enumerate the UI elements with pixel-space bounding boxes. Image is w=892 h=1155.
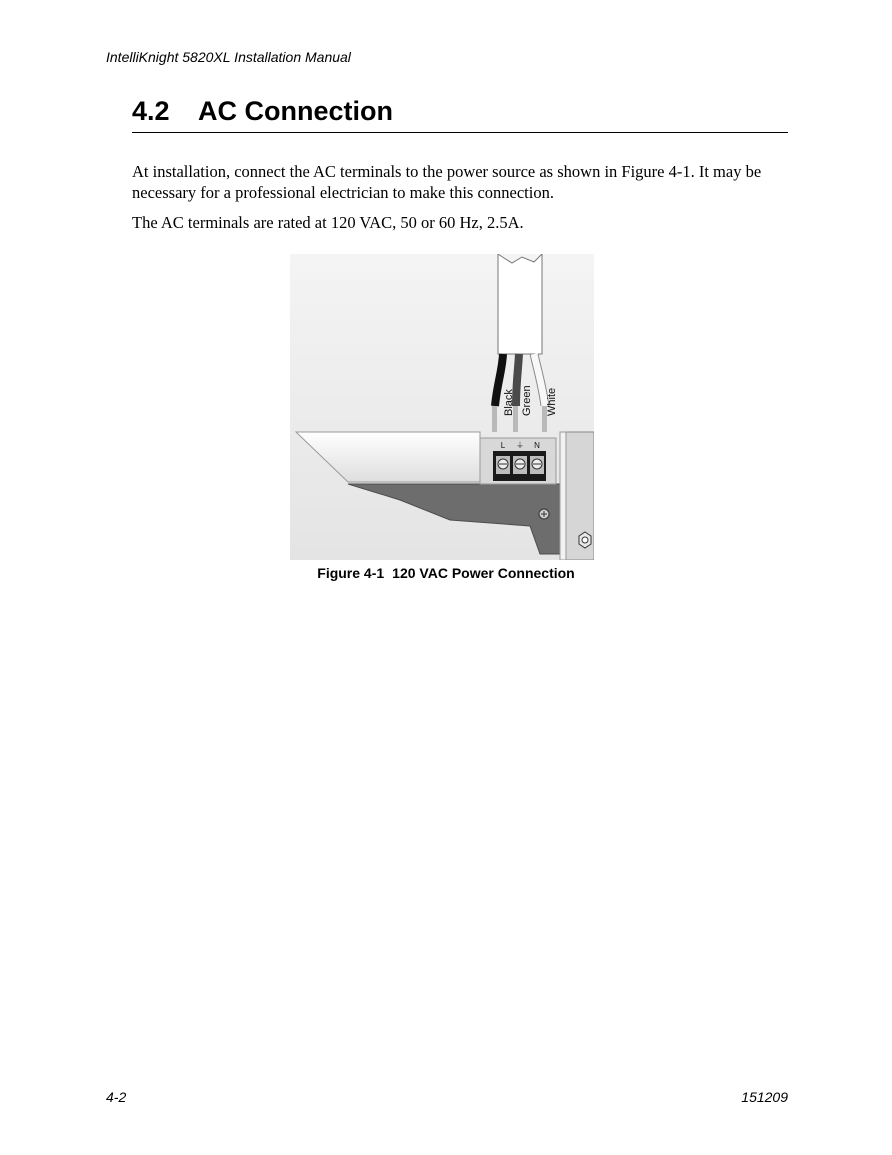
cable-jacket	[498, 254, 542, 354]
wire-label-black: Black	[503, 389, 515, 416]
ac-connection-figure	[290, 254, 594, 560]
document-number: 151209	[741, 1089, 788, 1105]
terminal-label-n: N	[534, 441, 540, 450]
section-heading-text: AC Connection	[198, 96, 393, 126]
section-title	[132, 96, 788, 133]
wire-label-white: White	[546, 387, 558, 416]
running-header: IntelliKnight 5820XL Installation Manual	[106, 49, 351, 65]
green-wire	[516, 354, 519, 406]
hex-nut-icon	[579, 532, 591, 548]
terminal-screw-n-icon	[530, 456, 544, 474]
figure-caption	[0, 565, 892, 581]
body-paragraph-1: At installation, connect the AC terminals to the power source as shown in Figure 4-1. It may be necessary for a professional electrician to make this connection.	[132, 162, 762, 202]
terminal-label-l: L	[500, 441, 506, 450]
terminal-screw-l-icon	[496, 456, 510, 474]
section-number: 4.2	[132, 96, 170, 126]
body-paragraph-2: The AC terminals are rated at 120 VAC, 50 or 60 Hz, 2.5A.	[132, 213, 524, 232]
figure-caption-text: 120 VAC Power Connection	[392, 565, 575, 581]
figure-caption-number: Figure 4-1	[317, 565, 385, 581]
page-number: 4-2	[106, 1089, 127, 1105]
terminal-screw-ground-icon	[513, 456, 527, 474]
ac-connection-diagram	[290, 254, 594, 560]
wire-label-green: Green	[521, 385, 533, 416]
terminal-label-ground: ⏚	[516, 441, 524, 450]
